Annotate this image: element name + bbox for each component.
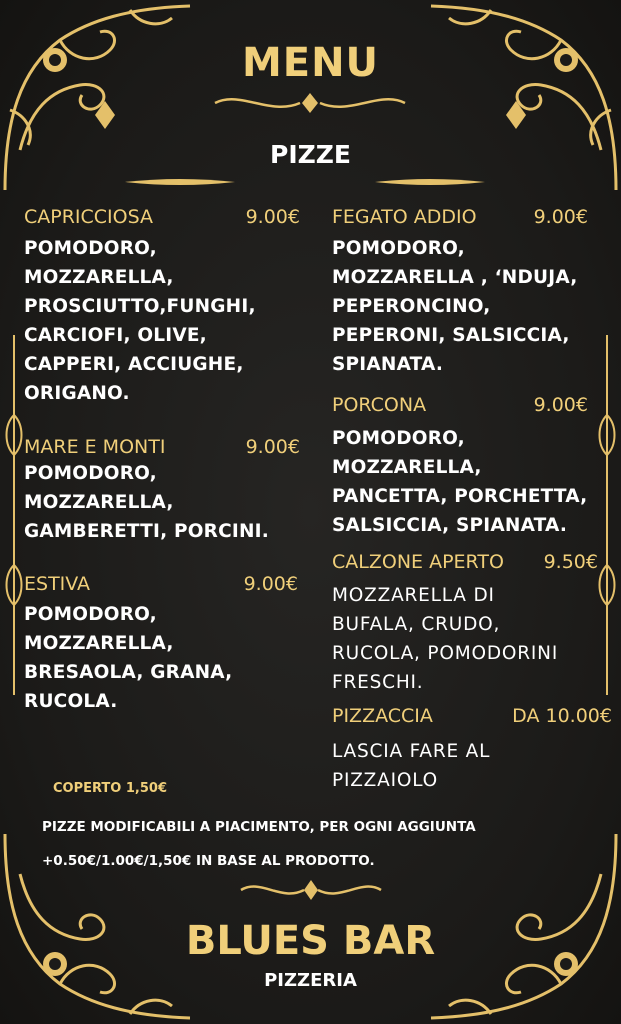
menu-item-header	[24, 436, 300, 458]
menu-title: MENU	[241, 40, 380, 86]
item-description: POMODORO, MOZZARELLA, BRESAOLA, GRANA, RUCOLA.	[24, 604, 233, 712]
section-title: PIZZE	[270, 140, 351, 169]
item-description: POMODORO, MOZZARELLA, PROSCIUTTO,FUNGHI, CARCIOFI, OLIVE, CAPPERI, ACCIUGHE, ORIGANO.	[24, 238, 256, 404]
menu-item-header	[332, 206, 588, 228]
item-name: CAPRICCIOSA	[24, 206, 154, 228]
divider-flourish-icon	[375, 176, 485, 188]
item-description: POMODORO, MOZZARELLA, PANCETTA, PORCHETTA, SALSICCIA, SPIANATA.	[332, 428, 588, 536]
item-price: 9.00€	[245, 206, 300, 228]
item-name: ESTIVA	[24, 573, 91, 595]
item-description: MOZZARELLA DI BUFALA, CRUDO, RUCOLA, POMODORINI FRESCHI.	[332, 585, 559, 693]
item-price: 9.00€	[533, 394, 588, 416]
item-name: PORCONA	[332, 394, 427, 416]
item-name: PIZZACCIA	[332, 705, 433, 727]
menu-item-header	[332, 394, 588, 416]
modification-note-prices: +0.50€/1.00€/1,50€ IN BASE AL PRODOTTO.	[42, 853, 375, 869]
item-name: FEGATO ADDIO	[332, 206, 477, 228]
item-price: DA 10.00€	[512, 705, 612, 727]
item-price: 9.50€	[543, 551, 598, 573]
corner-flourish-icon	[0, 0, 200, 200]
item-description: POMODORO, MOZZARELLA , ‘NDUJA, PEPERONCINO, PEPERONI, SALSICCIA, SPIANATA.	[332, 238, 578, 375]
corner-flourish-icon	[421, 0, 621, 200]
modification-note: PIZZE MODIFICABILI A PIACIMENTO, PER OGNI AGGIUNTA	[42, 819, 476, 835]
divider-flourish-icon	[125, 176, 235, 188]
item-price: 9.00€	[533, 206, 588, 228]
menu-item-header	[24, 573, 298, 595]
coperto-note: COPERTO 1,50€	[53, 781, 167, 796]
brand-subtitle: PIZZERIA	[264, 970, 357, 991]
side-scroll-icon	[4, 335, 24, 695]
divider-flourish-icon	[210, 88, 410, 118]
item-price: 9.00€	[245, 436, 300, 458]
item-price: 9.00€	[243, 573, 298, 595]
item-description: POMODORO, MOZZARELLA, GAMBERETTI, PORCINI.	[24, 463, 269, 542]
divider-flourish-icon	[236, 876, 386, 904]
menu-item-header	[24, 206, 300, 228]
menu-item-header	[332, 705, 612, 727]
item-name: CALZONE APERTO	[332, 551, 504, 573]
menu-item-header	[332, 551, 598, 573]
item-description: LASCIA FARE AL PIZZAIOLO	[332, 741, 491, 791]
brand-name: BLUES BAR	[185, 918, 436, 964]
item-name: MARE E MONTI	[24, 436, 166, 458]
